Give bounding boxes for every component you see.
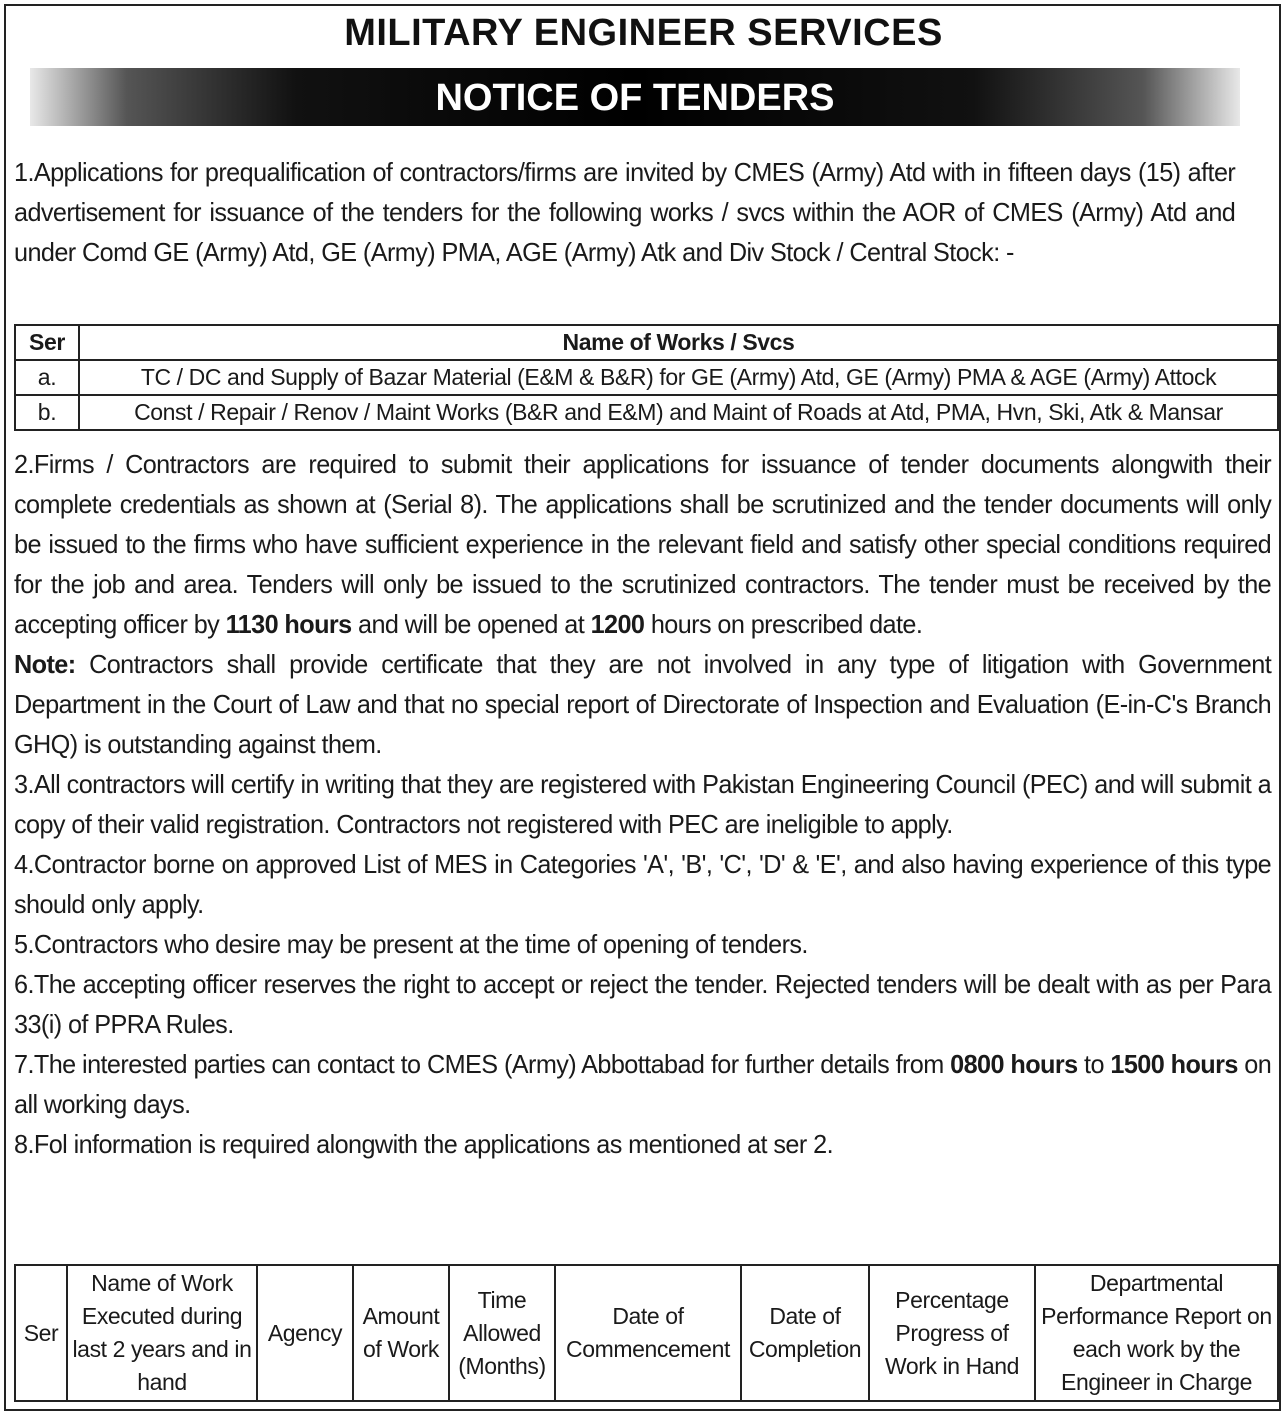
paragraphs-block	[14, 444, 1271, 1164]
para-2	[14, 444, 1271, 644]
para-3: 3.All contractors will certify in writing that they are registered with Pakistan Engineering Council (PEC) and will submit a copy of their valid registration. Contractors not registered with PEC are ineligible to apply.	[14, 769, 1272, 839]
works-row-ser: a.	[15, 360, 79, 395]
para-6: 6.The accepting officer reserves the right to accept or reject the tender. Rejected tenders will be dealt with as per Para 33(i) of PPRA Rules.	[14, 969, 1272, 1039]
works-table	[14, 324, 1279, 431]
info-header-agency: Agency	[257, 1265, 353, 1401]
info-header-progress: Percentage Progress of Work in Hand	[869, 1265, 1035, 1401]
info-header-time-allowed: Time Allowed (Months)	[449, 1265, 555, 1401]
para-1: 1.Applications for prequalification of contractors/firms are invited by CMES (Army) Atd with in fifteen days (15) after advertisement for issuance of the tenders for the following works / svcs within the AOR of CMES (Army) Atd and under Comd GE (Army) Atd, GE (Army) PMA, AGE (Army) Atk and Div Stock / Central Stock: -	[14, 157, 1236, 267]
para-7-text-mid: to	[1084, 1049, 1104, 1079]
intro-paragraph	[14, 152, 1235, 272]
info-table	[14, 1264, 1279, 1402]
para-2-text-mid: and will be opened at	[358, 609, 585, 639]
info-header-amount: Amount of Work	[353, 1265, 449, 1401]
para-7-text: 7.The interested parties can contact to CMES (Army) Abbottabad for further details from	[14, 1049, 944, 1079]
info-table-header	[15, 1265, 1278, 1401]
para-8: 8.Fol information is required alongwith the applications as mentioned at ser 2.	[14, 1129, 833, 1159]
table-row	[15, 360, 1278, 395]
para-2-time-received: 1130 hours	[225, 609, 352, 639]
works-row-name: Const / Repair / Renov / Maint Works (B&R and E&M) and Maint of Roads at Atd, PMA, Hvn, Ski, Atk & Mansar	[79, 395, 1278, 430]
info-header-ser: Ser	[15, 1265, 67, 1401]
info-header-work-name: Name of Work Executed during last 2 years and in hand	[67, 1265, 257, 1401]
note	[14, 644, 1271, 764]
note-label: Note:	[14, 649, 76, 679]
info-header-commencement: Date of Commencement	[555, 1265, 741, 1401]
table-row	[15, 395, 1278, 430]
works-row-ser: b.	[15, 395, 79, 430]
works-header-name: Name of Works / Svcs	[79, 325, 1278, 360]
para-4: 4.Contractor borne on approved List of MES in Categories 'A', 'B', 'C', 'D' & 'E', and also having experience of this type should only apply.	[14, 849, 1272, 919]
para-2-time-opened: 1200	[590, 609, 645, 639]
para-2-text: 2.Firms / Contractors are required to submit their applications for issuance of tender documents alongwith their complete credentials as shown at (Serial 8). The applications shall be scrutinized and the tender documents will only be issued to the firms who have sufficient experience in the relevant field and satisfy other special conditions required for the job and area. Tenders will only be issued to the scrutinized contractors. The tender must be received by the accepting officer by	[14, 449, 1272, 639]
note-text: Contractors shall provide certificate that they are not involved in any type of litigation with Government Department in the Court of Law and that no special report of Directorate of Inspection and Evaluation (E-in-C's Branch GHQ) is outstanding against them.	[14, 649, 1272, 759]
para-7-end-time: 1500 hours	[1110, 1049, 1238, 1079]
works-table-header	[15, 325, 1278, 360]
para-7	[14, 1044, 1271, 1124]
notice-banner: NOTICE OF TENDERS	[30, 68, 1240, 126]
info-header-performance-report: Departmental Performance Report on each work by the Engineer in Charge	[1035, 1265, 1278, 1401]
info-header-completion: Date of Completion	[741, 1265, 869, 1401]
para-2-text-end: hours on prescribed date.	[650, 609, 923, 639]
works-row-name: TC / DC and Supply of Bazar Material (E&M & B&R) for GE (Army) Atd, GE (Army) PMA & AGE (Army) Attock	[79, 360, 1278, 395]
para-5: 5.Contractors who desire may be present at the time of opening of tenders.	[14, 929, 808, 959]
para-7-start-time: 0800 hours	[950, 1049, 1078, 1079]
works-header-ser: Ser	[15, 325, 79, 360]
org-title: MILITARY ENGINEER SERVICES	[344, 12, 943, 54]
para-7-text-end: on all working days.	[14, 1049, 1272, 1119]
